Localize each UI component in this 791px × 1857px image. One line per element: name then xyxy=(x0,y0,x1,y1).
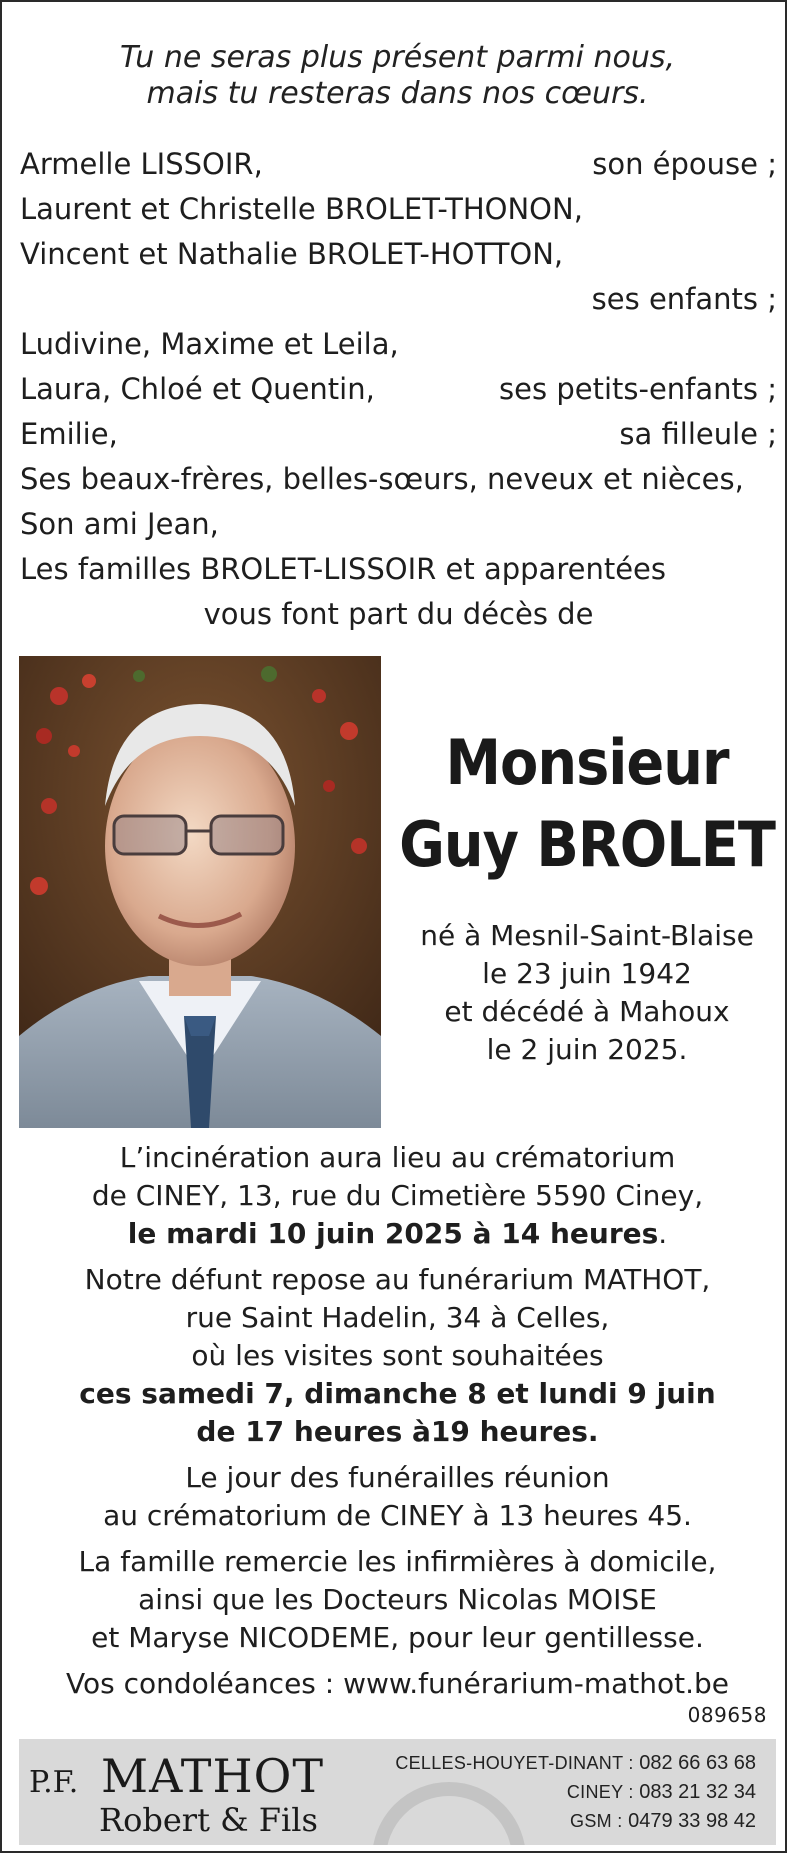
family-relation: ses petits-enfants ; xyxy=(499,372,777,406)
info-line: La famille remercie les infirmières à domicile, xyxy=(78,1545,717,1578)
contact-phone[interactable]: 083 21 32 34 xyxy=(639,1781,756,1803)
logo-pf: P.F. xyxy=(29,1765,79,1800)
logo-company: MATHOT xyxy=(101,1749,324,1803)
deceased-name xyxy=(397,722,777,886)
family-member: Son ami Jean, xyxy=(20,507,219,541)
contact-label: CELLES-HOUYET-DINANT : xyxy=(395,1753,634,1773)
family-member: Vincent et Nathalie BROLET-HOTTON, xyxy=(20,237,564,271)
funeral-home-banner xyxy=(19,1739,776,1845)
funeral-information xyxy=(2,1139,787,1703)
family-member: Les familles BROLET-LISSOIR et apparentées xyxy=(20,552,666,586)
visit-hours: de 17 heures à19 heures. xyxy=(196,1415,599,1448)
family-row xyxy=(20,502,777,547)
family-row xyxy=(20,322,777,367)
family-member: Ses beaux-frères, belles-sœurs, neveux et nièces, xyxy=(20,462,744,496)
contact-row xyxy=(395,1749,756,1778)
family-member: Armelle LISSOIR, xyxy=(20,147,263,181)
death-place: et décédé à Mahoux xyxy=(444,995,730,1028)
info-line: au crématorium de CINEY à 13 heures 45. xyxy=(103,1499,692,1532)
contact-numbers xyxy=(395,1749,756,1836)
contact-label: CINEY : xyxy=(566,1782,634,1802)
birth-date: le 23 juin 1942 xyxy=(482,957,692,990)
family-row xyxy=(20,457,777,502)
info-line xyxy=(2,1215,787,1253)
family-member: Laura, Chloé et Quentin, xyxy=(20,372,375,406)
reference-number: 089658 xyxy=(687,1703,767,1727)
contact-phone[interactable]: 0479 33 98 42 xyxy=(628,1810,756,1832)
announcement-text: vous font part du décès de xyxy=(203,597,594,631)
condolences-link[interactable]: Vos condoléances : www.funérarium-mathot.be xyxy=(66,1667,729,1700)
birth-death-details xyxy=(397,917,777,1069)
death-date: le 2 juin 2025. xyxy=(486,1033,688,1066)
family-member: Laurent et Christelle BROLET-THONON, xyxy=(20,192,583,226)
logo-subtitle: Robert & Fils xyxy=(99,1801,318,1839)
info-line: Notre défunt repose au funérarium MATHOT, xyxy=(84,1263,711,1296)
info-line: et Maryse NICODEME, pour leur gentillesse. xyxy=(91,1621,704,1654)
portrait-photo xyxy=(19,656,381,1128)
cremation-date: le mardi 10 juin 2025 à 14 heures xyxy=(127,1217,659,1250)
birth-place: né à Mesnil-Saint-Blaise xyxy=(420,919,754,952)
family-member: Ludivine, Maxime et Leila, xyxy=(20,327,399,361)
visit-days: ces samedi 7, dimanche 8 et lundi 9 juin xyxy=(79,1377,716,1410)
family-row xyxy=(20,547,777,592)
family-relation: sa filleule ; xyxy=(619,417,777,451)
family-row xyxy=(20,187,777,232)
info-punctuation: . xyxy=(658,1217,668,1250)
info-line: L’incinération aura lieu au crématorium xyxy=(119,1141,676,1174)
memorial-verse xyxy=(2,40,787,112)
family-relation: son épouse ; xyxy=(592,147,777,181)
info-line: de CINEY, 13, rue du Cimetière 5590 Ciney, xyxy=(91,1179,704,1212)
deceased-title: Monsieur xyxy=(445,726,729,799)
family-list xyxy=(20,142,777,637)
family-row xyxy=(20,412,777,457)
family-row xyxy=(20,367,777,412)
family-member: Emilie, xyxy=(20,417,118,451)
contact-row xyxy=(395,1807,756,1836)
contact-phone[interactable]: 082 66 63 68 xyxy=(639,1752,756,1774)
family-relation: ses enfants ; xyxy=(591,282,777,316)
info-line: ainsi que les Docteurs Nicolas MOISE xyxy=(138,1583,657,1616)
family-row xyxy=(20,232,777,277)
info-line: rue Saint Hadelin, 34 à Celles, xyxy=(185,1301,610,1334)
contact-label: GSM : xyxy=(570,1811,623,1831)
contact-row xyxy=(395,1778,756,1807)
info-line: où les visites sont souhaitées xyxy=(191,1339,604,1372)
announcement-line xyxy=(20,592,777,637)
verse-line: mais tu resteras dans nos cœurs. xyxy=(146,76,649,111)
family-row xyxy=(20,277,777,322)
deceased-fullname: Guy BROLET xyxy=(399,808,775,881)
info-line: Le jour des funérailles réunion xyxy=(185,1461,610,1494)
verse-line: Tu ne seras plus présent parmi nous, xyxy=(119,40,676,75)
family-row xyxy=(20,142,777,187)
